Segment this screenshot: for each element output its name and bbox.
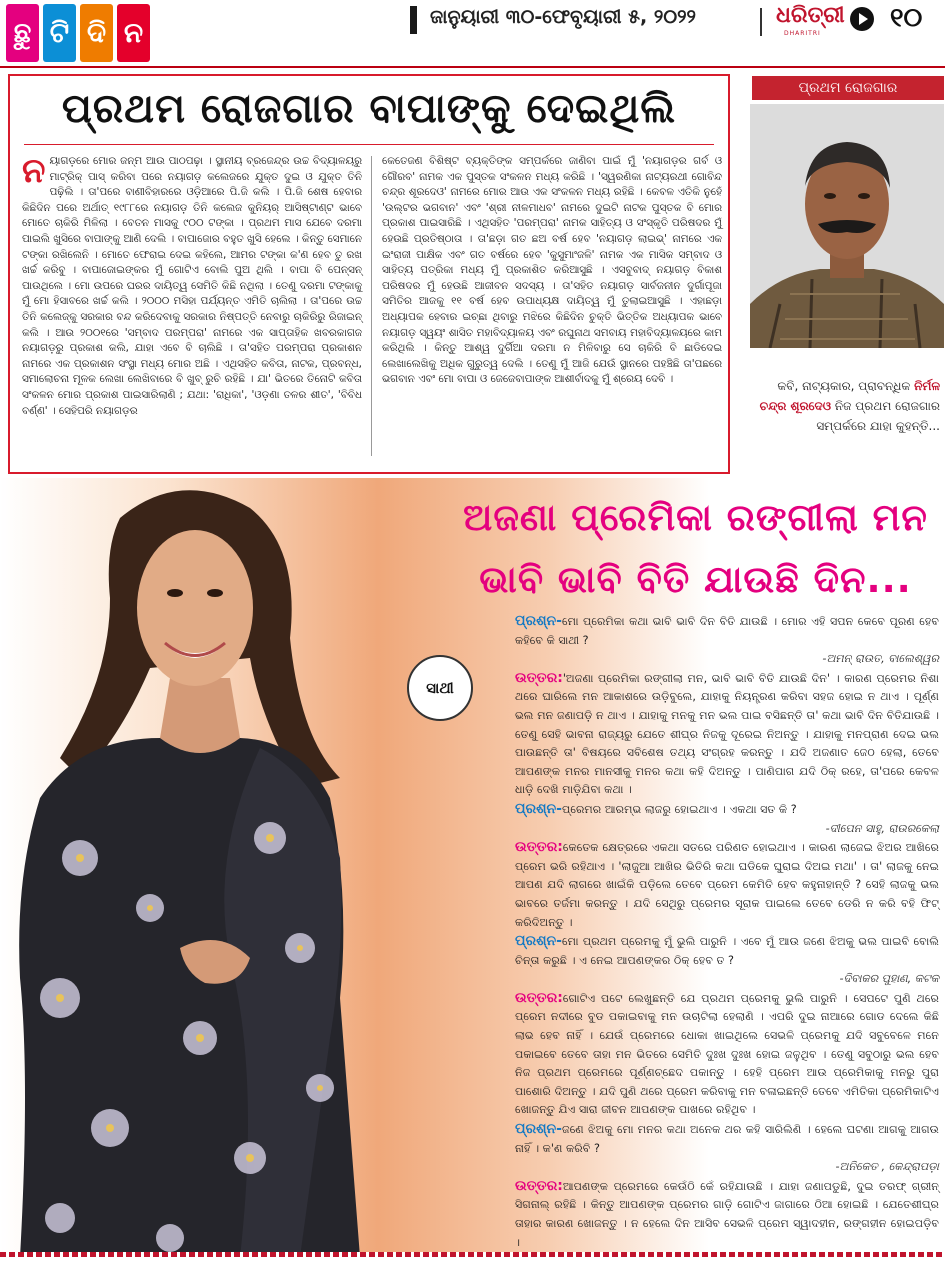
answer-tag: ଉତ୍ତର:: [515, 669, 563, 686]
question-tag: ପ୍ରଶ୍ନ-: [515, 613, 562, 629]
question-text: ମୋ ପ୍ରେମିକା କଥା ଭାବି ଭାବି ଦିନ ବିତି ଯାଉଛି । ମୋର ଏହି ସପନ କେବେ ପୂରଣ ହେବ କହିବେ କି ସାଥୀ ?: [515, 615, 939, 647]
drop-cap: ନ: [22, 151, 46, 191]
question-tag: ପ୍ରଶ୍ନ-: [515, 933, 562, 950]
page-number: ୧୦: [890, 3, 923, 33]
question-1: [515, 612, 939, 650]
answer-2: [515, 838, 939, 932]
side-panel-label: ପ୍ରଥମ ରୋଜଗାର: [752, 76, 944, 100]
question-text: ପ୍ରେମର ଆରମ୍ଭ ଲାଜରୁ ହୋଇଥାଏ । ଏକଥା ସତ କି ?: [561, 802, 797, 816]
question-text: ମୋ ପ୍ରଥମ ପ୍ରେମକୁ ମୁଁ ଭୁଲି ପାରୁନି । ଏବେ ମୁଁ ଆଉ ଜଣେ ଝିଅକୁ ଭଲ ପାଇବି ବୋଲି ଚିନ୍ତା କରୁଛି । ଏ ନେଇ ଆପଣଙ୍କର ଠିକ୍ ହେବ ତ ?: [515, 935, 939, 967]
caption-suffix: ନିଜ ପ୍ରଥମ ରୋଜଗାର ସମ୍ପର୍କରେ ଯାହା କୁହନ୍ତି...: [816, 399, 940, 433]
story-column-right: କେତେଜଣ ବିଶିଷ୍ଟ ବ୍ୟକ୍ତିଙ୍କ ସମ୍ପର୍କରେ ଜାଣିବା ପାଇଁ ମୁଁ 'ନୟାଗଡ଼ର ଗର୍ବ ଓ ଗୌରବ' ନାମକ ଏକ ପୁସ୍ତକ ସଂକଳନ ମଧ୍ୟ କରିଛି । 'ସ୍ୱରଣିକା ନାଟ୍ୟରଥୀ ଗୋବିନ୍ଦ ଚନ୍ଦ୍ର ଶୂରଦେଓ' ନାମରେ ମୋର ଆଉ ଏକ ସଂକଳନ ମଧ୍ୟ ରହିଛି । କେବଳ ଏତିକି ନୁହେଁ 'ଉଲ୍ଟର ଭଗବାନ' ଏବଂ 'ଶ୍ରୀ ନୀଳମାଧବ' ନାମରେ ଦୁଇଟି ନାଟକ ପୁସ୍ତକ ବି ମୋର ପ୍ରକାଶ ପାଇସାରିଛି । ଏଥିସହିତ 'ପରମ୍ପରା' ନାମକ ସାହିତ୍ୟ ଓ ସଂସ୍କୃତି ପରିଷଦର ମୁଁ ହେଉଛି ପ୍ରତିଷ୍ଠାତା । ତା'ଛଡ଼ା ଗତ ଛଅ ବର୍ଷ ହେବ 'ନୟାଗଡ଼ ଲାଇଭ୍' ନାମରେ ଏକ ଇଂରାଜୀ ପାକ୍ଷିକ ଏବଂ ଗତ ବର୍ଷରେ ହେବ 'କୁସୁମାଂଜଳି' ନାମକ ଏକ ମାସିକ ସମ୍ବାଦ ଓ ସାହିତ୍ୟ ପତ୍ରିକା ମଧ୍ୟ ମୁଁ ପ୍ରକାଶିତ କରିଆସୁଛି । ଏସବୁବାଦ୍ ନୟାଗଡ଼ ବିକାଶ ପରିଷଦର ମୁଁ ହେଉଛି ଆଜୀବନ ସଦସ୍ୟ । ତା'ସହିତ ନୟାଗଡ଼ ସାର୍ବଜନୀନ ଦୁର୍ଗାପୂଜା ସମିତିର ଆଜକୁ ୧୧ ବର୍ଷ ହେବ ଉପାଧ୍ୟକ୍ଷ ଦାୟିତ୍ୱ ମୁଁ ତୁଲାଇଆସୁଛି । ଏହାଛଡ଼ା ଅଧ୍ୟାପକ ହେବାର ଇଚ୍ଛା ଥିବାରୁ ମଝିରେ କିଛିଦିନ ଚୁକ୍ତି ଭିତ୍ତିକ ଅଧ୍ୟାପକ ଭାବେ ନୟାଗଡ଼ ସ୍ୱୟଂ ଶାସିତ ମହାବିଦ୍ୟାଳୟ ଏବଂ ରଘୁନାଥ ସମବାୟ ମହାବିଦ୍ୟାଳୟରେ କାମ କରିଥିଲି । କିନ୍ତୁ ଆଶ୍ୱ ଦୁର୍ଗିଆ ଦରମା ନ ମିଳିବାରୁ ସେ ଚାକିରି ବି ଛାଡିଦେଇ ଲେଖାଲେଖିକୁ ଅଧିକ ଗୁରୁତ୍ୱ ଦେଲି । ତେଣୁ ମୁଁ ଆଜି ଯେଉଁ ସ୍ଥାନରେ ପହଞ୍ଚିଛି ତା'ପଛରେ ଭଗବାନ ଏବଂ ମୋ ବାପା ଓ ଜେଜେବାପାଙ୍କ ଆଶୀର୍ବାଦକୁ ମୁଁ ଶ୍ରେୟ ଦେବି ।: [382, 155, 722, 386]
story-left-text: ୟାଗଡ଼ରେ ମୋର ଜନ୍ମ ଆଉ ପାଠପଢ଼ା । ସ୍ଥାନୀୟ ବ୍ରଜେନ୍ଦ୍ର ଉଚ୍ଚ ବିଦ୍ୟାଳୟରୁ ମାଟ୍ରିକ୍ ପାସ୍ କରିବା ପରେ ନୟାଗଡ଼ କଲେଜରେ ଯୁକ୍ତ ଦୁଇ ଓ ଯୁକ୍ତ ତିନି ପଢ଼ିଲି । ତା'ପରେ ବାଣୀବିହାରରେ ଓଡ଼ିଆରେ ପି.ଜି କଲି । ପି.ଜି ଶେଷ ହେବାର କିଛିଦିନ ପରେ ଅର୍ଥାତ୍ ୧୯୮୮ରେ ନୟାଗଡ଼ ତିନି କଲେଜ କୁନିୟର୍ ଆସିଷ୍ଟାଣ୍ଟ ଭାବେ ମୋତେ ଚାକିରି ମିଳିଲା । ବେତନ ମାସକୁ ୯୦୦ ଟଙ୍କା । ପ୍ରଥମ ମାସ ଯେବେ ଦରମା ପାଇଲି ଖୁସିରେ ବାପାଙ୍କୁ ଆଣି ଦେଲି । ବାପାଜୋର ବହୁତ ଖୁସି ହେଲେ । କିନ୍ତୁ ସେମାନେ ଟଙ୍କା ରଖିଲେନି । ମୋତେ ଫେରାଇ ଦେଇ କହିଲେ, ଆମର ଟଙ୍କା କ'ଣ ହେବ ତୁ ରଖ ଖର୍ଚ୍ଚ କରିବୁ । ବାପାଜୋଇଙ୍କର ମୁଁ ଗୋଟିଏ ବୋଲି ପୁଅ ଥିଲି । ବାପା ବି ପେନ୍‌ସନ୍ ପାଉଥିଲେ । ମୋ ଉପରେ ଘରର ଦାୟିତ୍ୱ ସେମିତି କିଛି ନଥିଲା । ତେଣୁ ଦରମା ଟଙ୍କାକୁ ମୁଁ ମୋ ହିସାବରେ ଖର୍ଚ୍ଚ କଲି । ୨୦୦୦ ମସିହା ପର୍ଯ୍ୟନ୍ତ ଏମିତି ଚାଲିଲା । ତା'ପରେ ଉଚ୍ଚ ତିନି କଲେଜ୍‌କୁ ସରକାର ବନ୍ଦ କରିଦେବାକୁ ସରକାର ନିଷ୍ପତ୍ତି ନେବାରୁ ଚାକିରିରୁ ରିଜାଇନ୍ କଲି । ଆଉ ୨୦୦୧ରେ 'ସମ୍ବାଦ ପରମ୍ପରା' ନାମରେ ଏକ ସାପ୍ତାହିକ ଖବରକାଗଜ ନୟାଗଡ଼ରୁ ପ୍ରକାଶ କଲି, ଯାହା ଏବେ ବି ଚାଲିଛି । ତା'ସହିତ ପରମ୍ପରା ପ୍ରକାଶନ ନାମରେ ଏକ ପ୍ରକାଶନ ସଂସ୍ଥା ମଧ୍ୟ ମୋର ଅଛି । ଏଥିସହିତ କବିତା, ନାଟକ, ପ୍ରବନ୍ଧ, ସମାଲୋଚନା ମୂଳକ ଲେଖା ଲେଖିବାରେ ବି ଖୁବ୍ ରୁଚି ରହିଛି । ଯା' ଭିତରେ ତିନୋଟି କବିତା ସଂକଳନ ମୋର ପ୍ରକାଶ ପାଇସାରିଲାଣି ; ଯଥା: 'ରାଧିକା', 'ଓଡ଼ଣା ତଳର ଶୀତ', 'ବିବିଧ ବର୍ଣ୍ଣ' । ସେହିପରି ନୟାଗଡ଼ର: [22, 155, 362, 417]
logo-tile-3: ଦି: [80, 4, 113, 62]
play-icon: [850, 7, 874, 31]
caption-name: ନିର୍ମଳ ଚନ୍ଦ୍ର ଶୂରଦେଓ: [759, 379, 940, 413]
question-signature: -ଅମନ୍ ରାଉତ, ବାଲେଶ୍ୱର: [822, 652, 939, 666]
question-text: ଜଣେ ଝିଅକୁ ମୋ ମନର କଥା ଅନେକ ଥର କହି ସାରିଲିଣି । ହେଲେ ଘଟଣା ଆଗକୁ ଆଗଉ ନାହିଁ । କ'ଣ କରିବି ?: [515, 1123, 939, 1155]
header-rule: [0, 66, 945, 68]
column-badge: ସାଥୀ: [407, 655, 473, 721]
author-caption: [756, 376, 940, 436]
question-tag: ପ୍ରଶ୍ନ-: [515, 800, 562, 817]
answer-3: [515, 989, 939, 1120]
logo-tile-4: ନ: [117, 4, 150, 62]
advice-headline-line-2: ଭାବି ଭାବି ବିତି ଯାଉଛି ଦିନ...: [479, 558, 912, 601]
story-headline: ପ୍ରଥମ ରୋଜଗାର ବାପାଙ୍କୁ ଦେଇଥିଲି: [61, 86, 677, 132]
question-3: [515, 932, 939, 970]
advice-headline-line-1: ଅଜଣା ପ୍ରେମିକା ରଙ୍ଗୀଲା ମନ: [463, 496, 928, 539]
answer-text: ଆପଣଙ୍କ ପ୍ରେମରେ କେଉଁଠି କେଁ ରହିଯାଉଛି । ଯାହା ଜଣାପଡୁଛି, ଦୁଇ ତରଫ୍ ଗ୍ରୀନ୍ ସିଗନାଲ୍ ରହିଛି । କିନ୍ତୁ ଆପଣଙ୍କ ପ୍ରେମର ଗାଡ଼ି ଗୋଟିଏ ଜାଗାରେ ଠିଆ ହୋଇଛି । ଯେତେଶୀଘ୍ର ତାହାର କାରଣ ଖୋଜନ୍ତୁ । ନ ହେଲେ ଦିନ ଆସିବ ସେଭଳି ପ୍ରେମ ସ୍ୱାଦହୀନ, ରଙ୍ଗହୀନ ହୋଇପଡ଼ିବ ।: [515, 1179, 939, 1249]
story-column-left: [22, 151, 362, 419]
question-4: [515, 1120, 939, 1158]
question-signature: -ଦିବାକର ପୁହାଣ, କଟକ: [839, 972, 939, 986]
actress-illustration: [0, 478, 520, 1257]
question-signature: -ଦୀପେନ ସାହୁ, ରାଉରକେଲା: [825, 821, 939, 835]
logo-tile-2: ଟି: [43, 4, 76, 62]
logo-tile-1: ଛୁ: [6, 4, 39, 62]
qa-section: [515, 612, 939, 1252]
actress-photo: [0, 478, 520, 1257]
column-divider: [371, 156, 372, 456]
bottom-border: [0, 1252, 945, 1257]
answer-1: [515, 669, 939, 800]
answer-tag: ଉତ୍ତର:: [515, 989, 563, 1006]
first-income-story: [8, 74, 730, 474]
header-separator: [760, 8, 762, 36]
headline-rule: [24, 144, 714, 145]
question-tag: ପ୍ରଶ୍ନ-: [515, 1121, 562, 1138]
answer-text: ଗୋଟିଏ ପଟେ ଲେଖୁଛନ୍ତି ଯେ ପ୍ରଥମ ପ୍ରେମକୁ ଭୁଲି ପାରୁନି । ସେପଟେ ପୁଣି ଥରେ ପ୍ରେମ ନଦୀରେ ବୁଡ ପକାଇବାକୁ ମନ ଉଚାଟିଲା ହେଲାଣି । ଏପରି ଦୁଇ ନାଆରେ ଗୋଡ ଦେଲେ କିଛି ଲାଭ ହେବ ନାହିଁ । ଯେଉଁ ପ୍ରେମରେ ଧୋକା ଖାଇଥିଲେ ସେଭଳି ପ୍ରେମକୁ ଯଦି ସବୁବେଳେ ମନେ ପକାଇବେ ତେବେ ତାହା ମନ ଭିତରେ ସେମିତି ଦୁଃଖ ଦୁଃଖ ହୋଇ ଜଳୁଥିବ । ତେଣୁ ସବୁଠାରୁ ଭଲ ହେବ ନିଜ ପ୍ରଥମ ପ୍ରେମରେ ପୂର୍ଣ୍ଣଚ୍ଛେଦ ପକାନ୍ତୁ । ହେହି ପ୍ରେମ ଆଉ ପ୍ରେମିକାକୁ ମନରୁ ପୁରା ପାଶୋରି ଦିଅନ୍ତୁ । ଯଦି ପୁଣି ଥରେ ପ୍ରେମ କରିବାକୁ ମନ ବଳାଇଛନ୍ତି ତେବେ ଏମିତିକା ପ୍ରେମିକାଟିଏ ଖୋଜନ୍ତୁ ଯିଏ ସାରା ଜୀବନ ଆପଣଙ୍କ ପାଖରେ ରହିଥିବ ।: [515, 991, 939, 1117]
answer-tag: ଉତ୍ତର:: [515, 1177, 563, 1194]
question-2: [515, 800, 939, 820]
section-logo: [6, 4, 150, 66]
brand-logo: ଧରିତ୍ରୀ: [776, 2, 845, 28]
caption-prefix: କବି, ନାଟ୍ୟକାର, ପ୍ରାବନ୍ଧିକ: [777, 379, 915, 393]
question-signature: -ଅନିକେତ , କେନ୍ଦ୍ରାପଡ଼ା: [835, 1160, 939, 1174]
answer-4: [515, 1177, 939, 1252]
issue-date: ଜାନୁୟାରୀ ୩୦-ଫେବୃୟାରୀ ୫, ୨୦୨୨: [430, 6, 697, 28]
answer-tag: ଉତ୍ତର:: [515, 839, 563, 856]
answer-text: କେତେକ କ୍ଷେତ୍ରରେ ଏକଥା ସତରେ ପରିଣତ ହୋଇଥାଏ । କାରଣ ଲାଜେଇ ଝିଅର ଆଖିରେ ପ୍ରେମ ଭରି ରହିଥାଏ । 'ଲାଜୁଆ ଆଖିର ଭିତିରି କଥା ଘଡିକେ ଘୁରାଇ ଦିଅଇ ମଥା' । ତା' ଲାଜକୁ ନେଇ ଆପଣ ଯଦି ଲାଗରେ ଖାଇଁକି ପଡ଼ିଲେ ତେବେ ପ୍ରେମ କେମିତି ହେବ କହୁନାହାନ୍ତି ? ସେହି ଲାଜକୁ ଭଲ ଭାବରେ ତର୍ଜମା କରନ୍ତୁ । ଯଦି ସେଥିରୁ ପ୍ରେମର ସୂରାକ ପାଇଲେ ତେବେ ଡେରି ନ କରି ବହି ଫିଟ୍ କରିଦିଅନ୍ତୁ ।: [515, 841, 939, 929]
brand-subtitle: DHARITRI: [784, 30, 821, 37]
author-photo: [750, 104, 944, 348]
header-divider: [410, 6, 417, 34]
answer-text: 'ଅଜଣା ପ୍ରେମିକା ରଙ୍ଗୀଲା ମନ, ଭାବି ଭାବି ବିତି ଯାଉଛି ଦିନ' । କାରଣ ପ୍ରେମର ନିଶା ଥରେ ଘାରିଲେ ମନ ଆକାଶରେ ଉଡ଼ିବୁଲେ, ଯାହାକୁ ନିୟନ୍ତ୍ରଣ କରିବା ସହଜ ହୋଇ ନ ଥାଏ । ପୂର୍ଣ୍ଣ ଭଲ ମନ ଜଣାପଡ଼ି ନ ଥାଏ । ଯାହାକୁ ମନକୁ ମନ ଭଲ ପାଇ ବସିଛନ୍ତି ତା' କଥା ଭାବି ଦିନ ବିତିଯାଉଛି । ତେଣୁ ସେହି ଭାବନା ରାଜ୍ୟରୁ ଯେତେ ଶୀଘ୍ର ନିଜକୁ ଦୂରେଇ ନିଅନ୍ତୁ । ଯାହାକୁ ମନପ୍ରାଣ ଦେଇ ଭଲ ପାଉଛନ୍ତି ତା' ବିଷୟରେ ସବିଶେଷ ତଥ୍ୟ ସଂଗ୍ରହ କରନ୍ତୁ । ଯଦି ଅଜଣାତ ଜେଠ ହେଲା, ତେବେ ଆପଣଙ୍କ ମନର ମାନସୀକୁ ମନର କଥା କହି ଦିଅନ୍ତୁ । ପାଣିପାଗ ଯଦି ଠିକ୍ ରହେ, ତା'ପରେ କେବଳ ଧାଡ଼ି ଦେଖି ମାଡ଼ିଯିବା କଥା ।: [515, 671, 939, 797]
author-portrait-illustration: [750, 104, 944, 348]
